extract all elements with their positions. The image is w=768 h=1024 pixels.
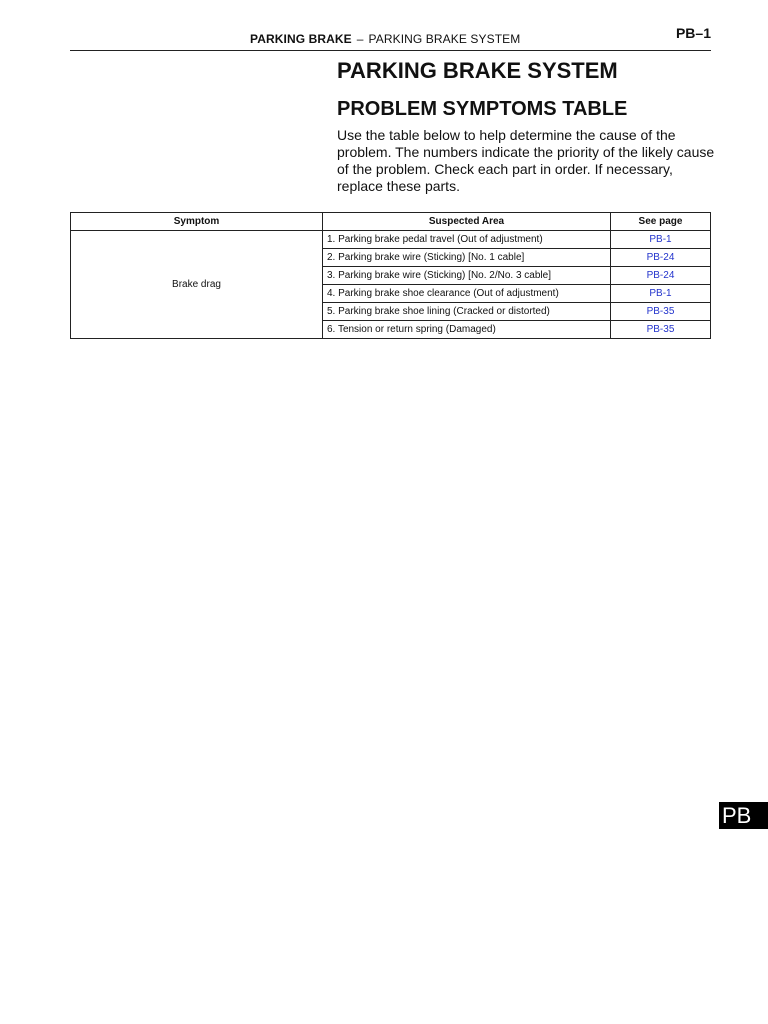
subsection-name: PARKING BRAKE SYSTEM bbox=[368, 32, 521, 46]
suspected-area-cell: 2. Parking brake wire (Sticking) [No. 1 cable] bbox=[323, 249, 611, 267]
page-title: PARKING BRAKE SYSTEM bbox=[337, 58, 618, 83]
page-number: PB–1 bbox=[675, 25, 711, 41]
section-name: PARKING BRAKE bbox=[250, 32, 352, 46]
header-see-page: See page bbox=[611, 213, 711, 231]
intro-paragraph: Use the table below to help determine the cause of the problem. The numbers indicate the priority of the likely cause of the problem. Check each part in order. If necessary, replace these parts. bbox=[337, 127, 715, 194]
suspected-area-cell: 5. Parking brake shoe lining (Cracked or distorted) bbox=[323, 303, 611, 321]
section-title: PROBLEM SYMPTOMS TABLE bbox=[337, 98, 628, 120]
suspected-area-cell: 6. Tension or return spring (Damaged) bbox=[323, 321, 611, 339]
header-suspected-area: Suspected Area bbox=[323, 213, 611, 231]
table-row bbox=[71, 231, 711, 249]
symptom-cell: Brake drag bbox=[71, 231, 323, 339]
see-page-link[interactable]: PB-24 bbox=[611, 249, 711, 267]
page-header bbox=[70, 22, 711, 51]
suspected-area-cell: 4. Parking brake shoe clearance (Out of adjustment) bbox=[323, 285, 611, 303]
suspected-area-cell: 3. Parking brake wire (Sticking) [No. 2/No. 3 cable] bbox=[323, 267, 611, 285]
see-page-link[interactable]: PB-35 bbox=[611, 303, 711, 321]
see-page-link[interactable]: PB-35 bbox=[611, 321, 711, 339]
header-dash: – bbox=[356, 32, 364, 46]
header-symptom: Symptom bbox=[71, 213, 323, 231]
table-header-row bbox=[71, 213, 711, 231]
running-head bbox=[250, 32, 520, 46]
suspected-area-cell: 1. Parking brake pedal travel (Out of adjustment) bbox=[323, 231, 611, 249]
problem-symptoms-table bbox=[70, 212, 711, 339]
see-page-link[interactable]: PB-1 bbox=[611, 231, 711, 249]
section-tab: PB bbox=[719, 802, 768, 829]
see-page-link[interactable]: PB-1 bbox=[611, 285, 711, 303]
see-page-link[interactable]: PB-24 bbox=[611, 267, 711, 285]
